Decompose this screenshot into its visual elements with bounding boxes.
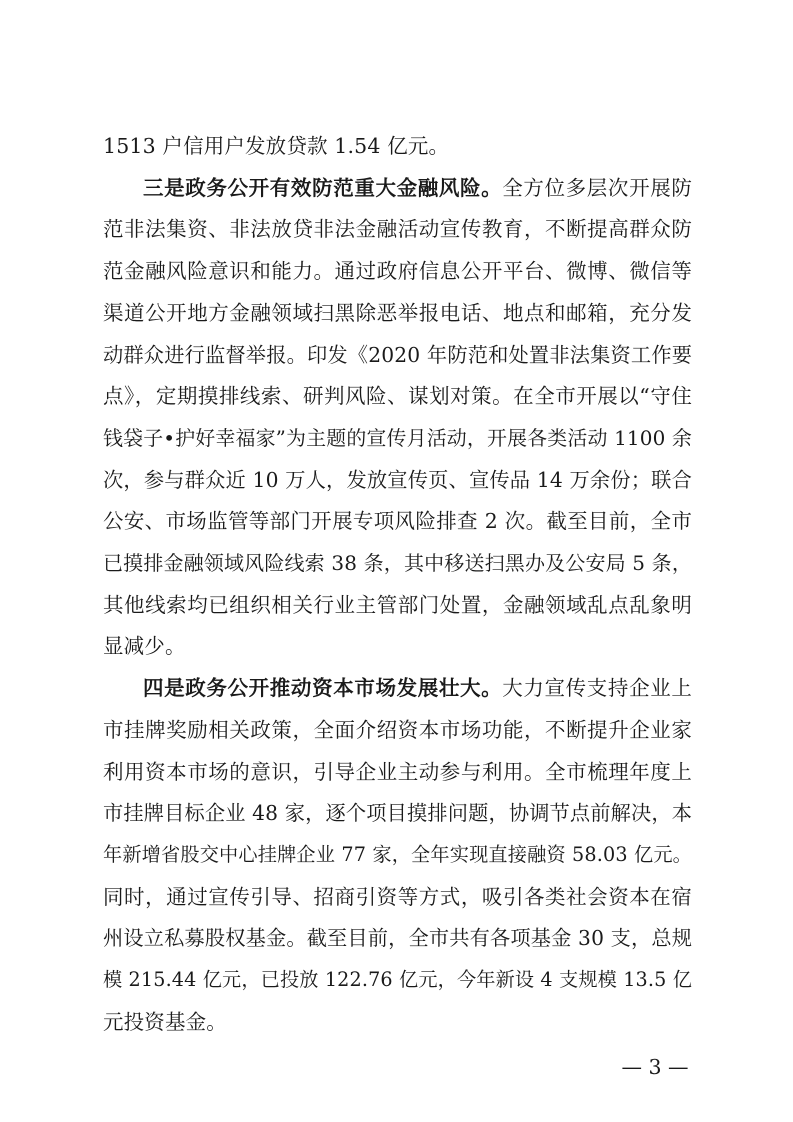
text-line <box>103 506 692 536</box>
text-segment: 其他线索均已组织相关行业主管部门处置，金融领域乱点乱象明 <box>103 592 692 617</box>
text-segment: 模 215.44 亿元，已投放 122.76 亿元，今年新设 4 支规模 13.5 亿 <box>103 968 692 991</box>
text-segment: 同时，通过宣传引导、招商引资等方式，吸引各类社会资本在宿 <box>103 884 692 909</box>
text-segment: 已摸排金融领域风险线索 38 条，其中移送扫黑办及公安局 5 条， <box>103 551 693 575</box>
text-segment: 范金融风险意识和能力。通过政府信息公开平台、微博、微信等 <box>103 259 692 284</box>
text-segment: 市挂牌目标企业 48 家，逐个项目摸排问题，协调节点前解决，本 <box>103 801 693 826</box>
text-line <box>103 214 692 244</box>
text-line <box>103 840 692 870</box>
text-segment: 显减少。 <box>103 634 186 659</box>
text-line <box>103 548 692 578</box>
text-line <box>103 631 692 661</box>
text-segment: 范非法集资、非法放贷非法金融活动宣传教育，不断提高群众防 <box>103 217 692 242</box>
text-line <box>103 715 692 745</box>
text-segment: 市挂牌奖励相关政策，全面介绍资本市场功能，不断提升企业家 <box>103 717 692 742</box>
text-line <box>103 131 692 161</box>
text-line <box>103 340 692 370</box>
text-segment: 年新增省股交中心挂牌企业 77 家，全年实现直接融资 58.03 亿元。 <box>103 842 692 866</box>
text-line <box>103 798 692 828</box>
text-line <box>103 923 692 953</box>
paragraph-heading: 四是政务公开推动资本市场发展壮大。 <box>143 676 503 701</box>
text-line <box>103 381 692 411</box>
text-line <box>103 1007 692 1037</box>
text-segment: 元投资基金。 <box>103 1009 227 1034</box>
text-segment: 公安、市场监管等部门开展专项风险排查 2 次。截至目前，全市 <box>103 509 692 534</box>
text-segment: 钱袋子•护好幸福家”为主题的宣传月活动，开展各类活动 1100 余 <box>103 425 692 450</box>
text-line <box>103 590 692 620</box>
page-number: — 3 — <box>621 1055 689 1080</box>
text-segment: 大力宣传支持企业上 <box>502 676 692 701</box>
text-line <box>103 298 692 328</box>
text-line <box>103 465 692 495</box>
paragraph-heading-line <box>143 673 692 703</box>
text-segment: 1513 户信用户发放贷款 1.54 亿元。 <box>103 134 450 158</box>
text-segment: 利用资本市场的意识，引导企业主动参与利用。全市梳理年度上 <box>103 759 692 784</box>
text-line <box>103 256 692 286</box>
text-line <box>103 423 692 453</box>
text-segment: 动群众进行监督举报。印发《2020 年防范和处置非法集资工作要 <box>103 342 693 367</box>
text-line <box>103 882 692 912</box>
paragraph-heading-line <box>143 173 692 203</box>
text-segment: 点》，定期摸排线索、研判风险、谋划对策。在全市开展以“守住 <box>103 384 692 409</box>
text-line <box>103 757 692 787</box>
text-segment: 渠道公开地方金融领域扫黑除恶举报电话、地点和邮箱，充分发 <box>103 300 692 325</box>
text-segment: 全方位多层次开展防 <box>502 175 692 200</box>
text-line <box>103 965 692 995</box>
text-segment: 次，参与群众近 10 万人，发放宣传页、宣传品 14 万余份；联合 <box>103 467 692 492</box>
text-segment: 州设立私募股权基金。截至目前，全市共有各项基金 30 支，总规 <box>103 926 693 951</box>
paragraph-heading: 三是政务公开有效防范重大金融风险。 <box>143 175 503 200</box>
